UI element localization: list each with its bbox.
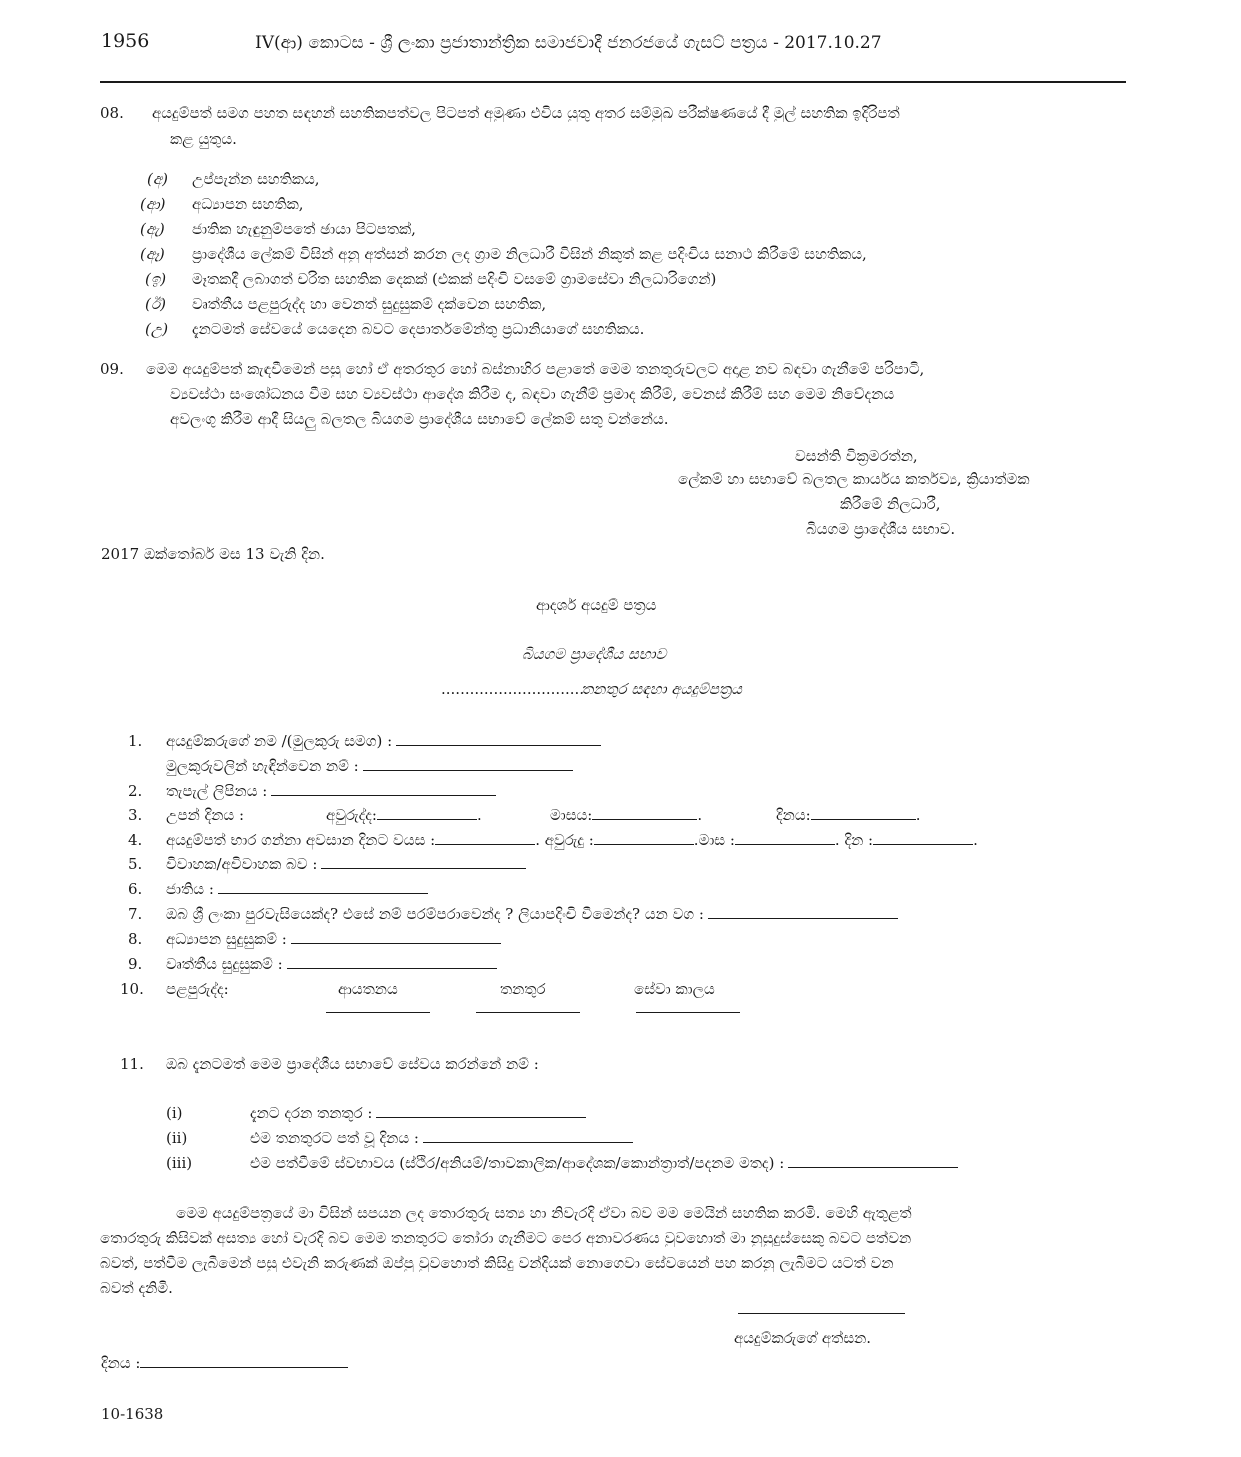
q9-number: 9.: [128, 955, 143, 973]
list-marker: (අ): [147, 170, 168, 188]
list-marker: (ඈ): [140, 245, 165, 263]
q9-professional-qualifications-field[interactable]: [287, 957, 497, 969]
list-item: අධ්‍යාපන සහතික,: [192, 195, 304, 213]
q8-educational-qualifications-label: අධ්‍යාපන සුදුසුකම් :: [166, 930, 287, 948]
q4-age-field[interactable]: [435, 833, 535, 845]
q6-nationality: [166, 880, 428, 898]
q3-year: අවුරුද්ද: .: [326, 806, 482, 824]
q11-item-iii-marker: (iii): [166, 1154, 193, 1172]
clause-08-text-line-2: කළ යුතුය.: [170, 130, 237, 148]
footer-code: 10-1638: [101, 1405, 164, 1423]
q10-service-period-field[interactable]: [636, 1012, 740, 1013]
q4-days-field[interactable]: [873, 833, 973, 845]
q11-current-post-label: දැනට දරන තනතුර :: [250, 1104, 373, 1122]
clause-08-number: 08.: [100, 104, 124, 122]
q5-marital-status: [166, 855, 526, 873]
q11-appointment-nature-label: එම පත්වීමේ ස්වභාවය (ස්ථිර/අනියම්/තාවකාලික/ආදේශක/කොන්ත්‍රාත්/පදනම මතද) :: [250, 1154, 785, 1172]
list-item: වෘත්තීය පළපුරුද්ද හා වෙනත් සුදුසුකම් දක්වෙන සහතික,: [192, 295, 547, 313]
date-label: දිනය :: [101, 1354, 141, 1372]
q3-month-field[interactable]: [592, 808, 697, 820]
q3-month-label: මාසය:: [550, 806, 593, 824]
signatory-title-line-1: ලේකම් හා සභාවේ බලතල කාර්යය කර්තව්‍ය, ක්‍රියාත්මක: [678, 470, 1030, 488]
q3-number: 3.: [128, 806, 143, 824]
q4-months-field[interactable]: [735, 833, 835, 845]
running-title: IV(ආ) කොටස - ශ්‍රී ලංකා ප්‍රජාතාන්ත්‍රික සමාජවාදී ජනරජයේ ගැසට් පත්‍රය - 2017.10.27: [255, 33, 882, 53]
q1-full-name-field[interactable]: [396, 734, 601, 746]
q3-year-field[interactable]: [377, 808, 477, 820]
q11-item-i: [250, 1104, 586, 1122]
list-marker: (ආ): [140, 195, 166, 213]
q3-birth-date-label: උපන් දිනය :: [166, 806, 244, 824]
q2-number: 2.: [128, 782, 143, 800]
post-application-label: තනතුර සඳහා අයදුම්පත්‍රය: [581, 680, 742, 698]
list-marker: (උ): [145, 320, 169, 338]
q6-nationality-field[interactable]: [218, 882, 428, 894]
q10-experience-label: පළපුරුද්ද:: [166, 980, 229, 998]
q11-appointment-date-field[interactable]: [423, 1131, 633, 1143]
q8-number: 8.: [128, 930, 143, 948]
signatory-office: බියගම ප්‍රාදේශීය සභාව.: [806, 520, 956, 538]
clause-08-text-line-1: අයදුම්පත් සමග පහත සඳහන් සහතිකපත්වල පිටපත් අමුණා එවිය යුතු අතර සම්මුඛ පරීක්ෂණයේ දී මුල් සහතික ඉදිරිපත්: [152, 104, 900, 122]
signature-field[interactable]: [738, 1313, 905, 1314]
q1-number: 1.: [128, 732, 143, 750]
q2-postal-address-field[interactable]: [271, 784, 496, 796]
signatory-name: වසන්ති වික්‍රමරත්න,: [795, 447, 918, 465]
q8-educational-qualifications-field[interactable]: [291, 932, 501, 944]
post-blank-dots: ..............................: [441, 680, 585, 698]
q11-number: 11.: [120, 1055, 144, 1073]
list-item: මෑතකදී ලබාගත් චරිත සහතික දෙකක් (එකක් පදිංචි වසමේ ග්‍රාමසේවා නිලධාරිගෙන්): [192, 270, 717, 288]
list-marker: (ඊ): [145, 295, 166, 313]
q11-item-ii-marker: (ii): [166, 1129, 188, 1147]
list-item: ජාතික හැඳුනුම්පතේ ඡායා පිටපතක්,: [192, 220, 416, 238]
q11-item-iii: [250, 1154, 958, 1172]
q7-citizenship-label: ඔබ ශ්‍රී ලංකා පුරවැසියෙක්ද? එසේ නම් පරම්පරාවෙන්ද ? ලියාපදිංචි වීමෙන්ද? යන වග :: [166, 905, 704, 923]
q11-appointment-date-label: එම තනතුරට පත් වූ දිනය :: [250, 1129, 419, 1147]
q3-month: මාසය: .: [550, 806, 703, 824]
q6-nationality-label: ජාතිය :: [166, 880, 214, 898]
date-row: [101, 1354, 348, 1372]
q10-col-service-period: සේවා කාලය: [634, 980, 715, 998]
q5-marital-status-label: විවාහක/අවිවාහක බව :: [166, 855, 318, 873]
issue-date: 2017 ඔක්තෝබර් මස 13 වැනි දින.: [101, 545, 325, 563]
date-field[interactable]: [140, 1356, 348, 1368]
q5-number: 5.: [128, 855, 143, 873]
q8-educational-qualifications: [166, 930, 501, 948]
q11-label: ඔබ දැනටමත් මෙම ප්‍රාදේශීය සභාවේ සේවය කරන්නේ නම් :: [166, 1055, 539, 1073]
list-item: උප්පැන්න සහතිකය,: [192, 170, 320, 188]
q9-professional-qualifications-label: වෘත්තීය සුදුසුකම් :: [166, 955, 283, 973]
clause-09-text-line-2: ව්‍යවස්ථා සංශෝධනය වීම සහ ව්‍යවස්ථා ආදේශ කිරීම ද, බඳවා ගැනීම් ප්‍රමාද කිරීම්, වෙනස් කිරීම් සහ මෙම නිවේදනය: [170, 385, 895, 403]
q7-citizenship: [166, 905, 898, 923]
q2-postal-address-label: තැපැල් ලිපිනය :: [166, 782, 268, 800]
form-subtitle: බියගම ප්‍රාදේශීය සභාව: [522, 645, 667, 663]
q3-day-field[interactable]: [811, 808, 916, 820]
declaration-line-1: මෙම අයදුම්පත්‍රයේ මා විසින් සපයන ලද තොරතුරු සත්‍ය හා නිවැරදි ඒවා බව මම මෙයින් සහතික කරමි. මෙහි ඇතුළත්: [176, 1204, 912, 1222]
q4-years-label: . අවුරුදු :: [535, 831, 594, 849]
list-item: දැනටමත් සේවයේ යෙදෙන බවට දෙපාර්තමේන්තු ප්‍රධානියාගේ සහතිකය.: [192, 320, 645, 338]
q11-item-i-marker: (i): [166, 1104, 183, 1122]
q11-current-post-field[interactable]: [376, 1106, 586, 1118]
signature-label: අයදුම්කරුගේ අත්සන.: [734, 1329, 872, 1347]
q7-citizenship-field[interactable]: [708, 907, 898, 919]
page-number: 1956: [101, 30, 150, 52]
q1-full-name: [166, 732, 601, 750]
list-marker: (ඇ): [140, 220, 165, 238]
q9-professional-qualifications: [166, 955, 497, 973]
q4-number: 4.: [128, 831, 143, 849]
form-title: ආදර්ශ අයදුම් පත්‍රය: [536, 596, 657, 614]
declaration-line-2: තොරතුරු කිසිවක් අසත්‍ය හෝ වැරදි බව මෙම තනතුරට තෝරා ගැනීමට පෙර අනාවරණය වුවහොත් මා නුසුදුස්සෙකු බවට පත්වන: [100, 1229, 912, 1247]
q10-institution-field[interactable]: [326, 1012, 430, 1013]
q10-post-field[interactable]: [476, 1012, 580, 1013]
declaration-line-3: බවත්, පත්වීම ලැබීමෙන් පසු එවැනි කරුණක් ඔප්පු වුවහොත් කිසිදු වන්දියක් නොගෙවා සේවයෙන් පහ කරනු ලැබීමට යටත් වන: [100, 1254, 894, 1272]
q3-day-label: දිනය:: [776, 806, 811, 824]
q4-age: අයදුම්පත් භාර ගන්නා අවසාන දිනට වයස : . අවුරුදු : .මාස : . දින : .: [166, 831, 978, 849]
q2-postal-address: [166, 782, 496, 800]
signatory-title-line-2: කිරීමේ නිලධාරී,: [840, 495, 941, 513]
list-item: ප්‍රාදේශීය ලේකම් විසින් අනු අත්සන් කරන ලද ග්‍රාම නිලධාරී විසින් නිකුත් කළ පදිංචිය සනාථ කිරීමේ සහතිකය,: [192, 245, 867, 263]
clause-09-number: 09.: [100, 360, 124, 378]
q1-initials-name-field[interactable]: [363, 759, 573, 771]
q1-full-name-label: අයදුම්කරුගේ නම /(මුලකුරු සමග) :: [166, 732, 393, 750]
list-marker: (ඉ): [145, 270, 167, 288]
q11-appointment-nature-field[interactable]: [788, 1156, 958, 1168]
q5-marital-status-field[interactable]: [321, 857, 526, 869]
clause-09-text-line-3: අවලංගු කිරීම ආදී සියලු බලතල බියගම ප්‍රාදේශීය සභාවේ ලේකම් සතු වන්නේය.: [170, 410, 669, 428]
clause-09-text-line-1: මෙම අයදුම්පත් කැඳවීමෙන් පසු හෝ ඒ අතරතුර හෝ බස්නාහිර පළාතේ මෙම තනතුරුවලට අදාළ නව බඳවා ගැනීමේ පරිපාටි,: [146, 360, 925, 378]
q1-initials-name: [166, 757, 573, 775]
q10-col-post: තනතුර: [500, 980, 546, 998]
q3-day: දිනය: .: [776, 806, 921, 824]
q4-months-label: .මාස :: [693, 831, 735, 849]
q4-years-field[interactable]: [594, 833, 694, 845]
q11-item-ii: [250, 1129, 633, 1147]
q10-col-institution: ආයතනය: [338, 980, 398, 998]
q6-number: 6.: [128, 880, 143, 898]
q4-age-label: අයදුම්පත් භාර ගන්නා අවසාන දිනට වයස :: [166, 831, 436, 849]
q10-number: 10.: [120, 980, 144, 998]
q3-year-label: අවුරුද්ද:: [326, 806, 377, 824]
q1-initials-name-label: මුලකුරුවලින් හැඳින්වෙන නම් :: [166, 757, 359, 775]
header-rule: [100, 81, 1126, 83]
q4-days-label: . දින :: [834, 831, 874, 849]
declaration-line-4: බවත් දනිමි.: [100, 1279, 173, 1297]
q7-number: 7.: [128, 905, 143, 923]
